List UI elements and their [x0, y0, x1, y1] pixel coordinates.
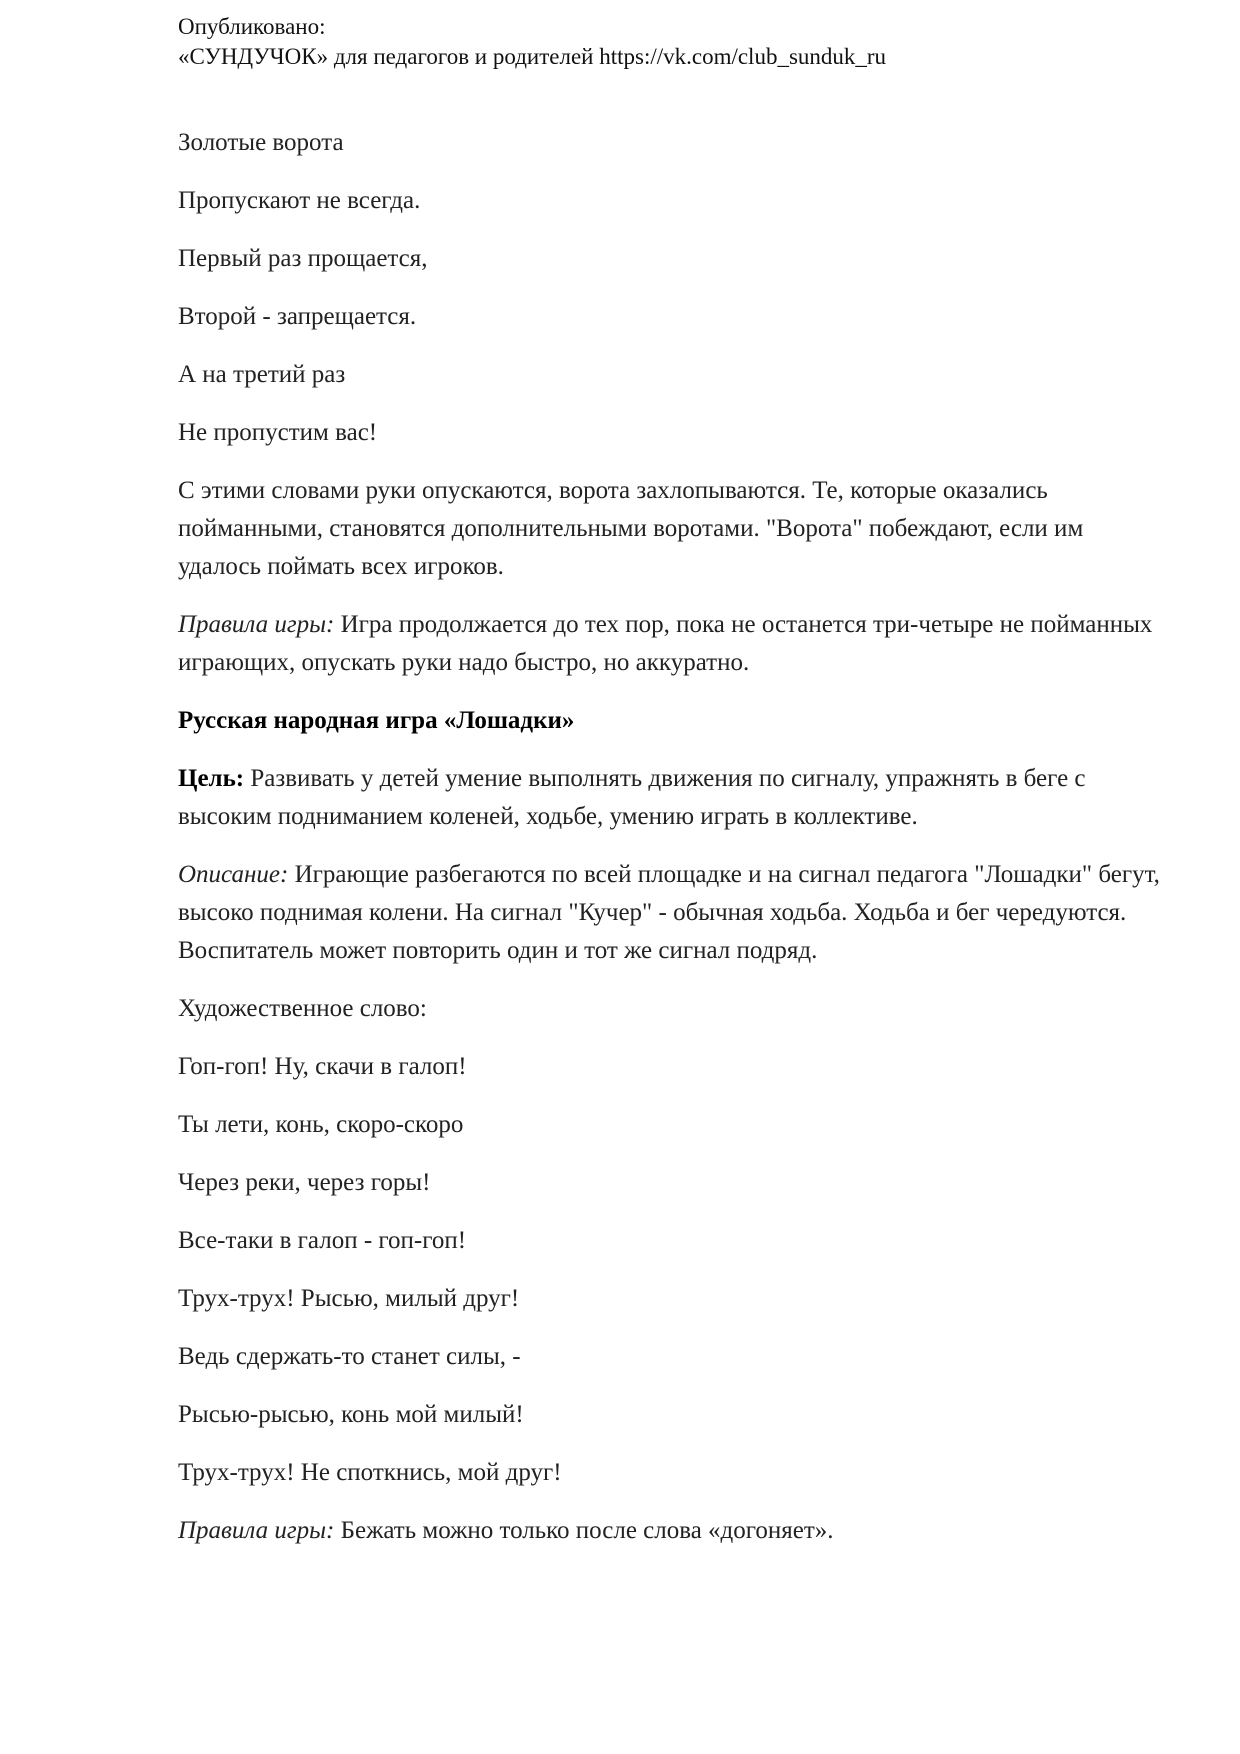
rules-label: Правила игры:	[178, 611, 335, 638]
description-paragraph	[178, 856, 1163, 970]
rules-label: Правила игры:	[178, 1517, 335, 1544]
verse-horses	[178, 1048, 1163, 1492]
published-label: Опубликовано:	[178, 14, 326, 39]
verse-line: Гоп-гоп! Ну, скачи в галоп!	[178, 1053, 467, 1080]
verse-line: Рысью-рысью, конь мой милый!	[178, 1401, 524, 1428]
publication-header	[178, 12, 1178, 72]
goal-label: Цель:	[178, 765, 245, 792]
verse-line: Трух-трух! Не споткнись, мой друг!	[178, 1459, 562, 1486]
horses-rules-paragraph	[178, 1512, 1163, 1550]
verse-line: Ведь сдержать-то станет силы, -	[178, 1343, 521, 1370]
description-label: Описание:	[178, 861, 289, 888]
description-text: Играющие разбегаются по всей площадке и на сигнал педагога "Лошадки" бегут, высоко поднимая колени. На сигнал "Кучер" - обычная ходьба. Ходьба и бег чередуются. Воспитатель может повторить один и тот же сигнал подряд.	[178, 861, 1160, 964]
gates-rules-paragraph	[178, 606, 1163, 682]
verse-line: Через реки, через горы!	[178, 1169, 431, 1196]
verse-line: Все-таки в галоп - гоп-гоп!	[178, 1227, 467, 1254]
document-body	[178, 124, 1163, 1570]
section-title-horses: Русская народная игра «Лошадки»	[178, 707, 575, 734]
goal-paragraph	[178, 760, 1163, 836]
rules-text: Игра продолжается до тех пор, пока не останется три-четыре не пойманных играющих, опускать руки надо быстро, но аккуратно.	[178, 611, 1153, 676]
verse-line: Не пропустим вас!	[178, 419, 378, 446]
goal-text: Развивать у детей умение выполнять движения по сигналу, упражнять в беге с высоким подниманием коленей, ходьбе, умению играть в коллективе.	[178, 765, 1086, 830]
verse-line: Ты лети, конь, скоро-скоро	[178, 1111, 464, 1138]
verse-golden-gates	[178, 124, 1163, 452]
verse-line: А на третий раз	[178, 361, 346, 388]
verse-line: Второй - запрещается.	[178, 303, 417, 330]
gates-description-paragraph: С этими словами руки опускаются, ворота захлопываются. Те, которые оказались пойманными, становятся дополнительными воротами. "Ворота" побеждают, если им удалось поймать всех игроков.	[178, 477, 1084, 580]
verse-line: Трух-трух! Рысью, милый друг!	[178, 1285, 520, 1312]
verse-line: Первый раз прощается,	[178, 245, 428, 272]
publisher-line: «СУНДУЧОК» для педагогов и родителей https://vk.com/club_sunduk_ru	[178, 44, 887, 69]
verse-line: Пропускают не всегда.	[178, 187, 421, 214]
art-word-heading: Художественное слово:	[178, 995, 427, 1022]
verse-line: Золотые ворота	[178, 129, 344, 156]
rules-text: Бежать можно только после слова «догоняет».	[334, 1517, 834, 1544]
